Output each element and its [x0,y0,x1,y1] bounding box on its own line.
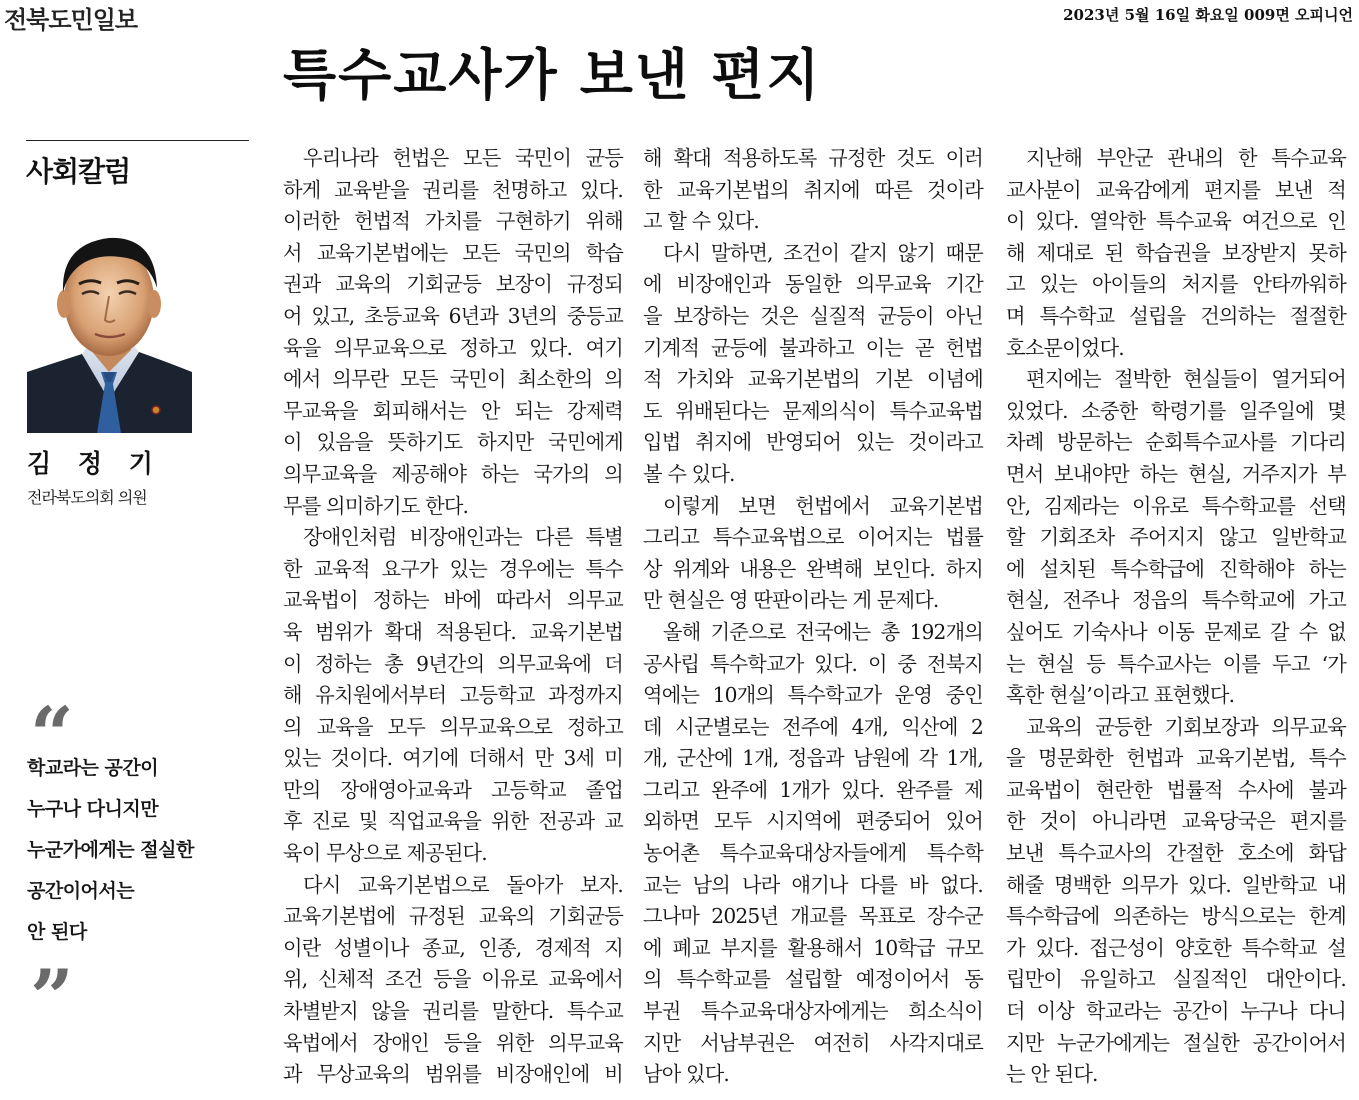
article-text-line: 있었다. 소중한 학령기를 일주일에 몇 [1006,398,1346,423]
article-text-line: 육법에서 장애인 등을 위한 의무교육 [283,1030,623,1055]
article-text-line: 는 안 된다. [1006,1062,1098,1087]
article-text-line: 육 범위가 확대 적용된다. 교육기본법 [283,619,623,644]
article-text-line: 위, 신체적 조건 등을 이유로 교육에서 [283,967,623,992]
article-text-line: 의 특수학교를 설립할 예정이어서 동 [643,967,983,992]
article-text-line: 상 위계와 내용은 완벽해 보인다. 하지 [643,556,983,581]
article-text-line: 편지에는 절박한 현실들이 열거되어 [1026,367,1346,392]
section-label: 사회칼럼 [26,155,131,188]
article-text-line: 고 있는 아이들의 처지를 안타까워하 [1006,272,1346,297]
article-text-line: 육을 의무교육으로 정하고 있다. 여기 [283,335,623,360]
article-text-line: 다시 말하면, 조건이 같지 않기 때문 [663,240,983,265]
pullquote-line: 누군가에게는 절실한 [27,839,194,861]
article-text-line: 우리나라 헌법은 모든 국민이 균등 [303,146,623,170]
article-text-line: 있는 것이다. 여기에 더해서 만 3세 미 [283,746,623,771]
open-quote-icon: “ [30,690,68,779]
article-text-line: 한 교육기본법의 취지에 따른 것이라 [643,177,983,202]
article-text-line: 무교육을 회피해서는 안 되는 강제력 [283,398,623,423]
article-text-line: 는 현실 등 특수교사는 이를 두고 ‘가 [1006,651,1346,676]
article-text-line: 부권 특수교육대상자에게는 희소식이 [643,999,983,1024]
article-text-line: 개, 군산에 1개, 정읍과 남원에 각 1개, [643,746,983,771]
article-text-line: 싶어도 기숙사나 이동 문제로 갈 수 없 [1006,619,1346,644]
article-text-line: 해 확대 적용하도록 규정한 것도 이러 [643,146,983,170]
article-text-line: 고 할 수 있다. [643,209,759,234]
article-text-line: 해 유치원에서부터 고등학교 과정까지 [283,683,623,708]
newspaper-masthead: 전북도민일보 [4,6,138,34]
article-text-line: 올해 기준으로 전국에는 총 192개의 [663,619,983,644]
pullquote-line: 누구나 다니지만 [27,798,159,820]
article-text-line: 교육의 균등한 기회보장과 의무교육 [1026,714,1346,739]
article-text-line: 의무교육을 제공해야 하는 국가의 의 [283,461,623,486]
article-text-line: 다시 교육기본법으로 돌아가 보자. [303,872,623,897]
pullquote [27,748,257,953]
article-text-line: 기계적 균등에 불과하고 이는 곧 헌법 [643,335,983,360]
article-text-line: 면서 보내야만 하는 현실, 거주지가 부 [1006,461,1346,486]
article-text-line: 해 제대로 된 학습권을 보장받지 못하 [1006,240,1346,265]
article-text-line: 교는 남의 나라 얘기나 다를 바 없다. [643,872,983,897]
article-text-line: 해줄 명백한 의무가 있다. 일반학교 내 [1006,872,1346,897]
article-text-line: 이 있음을 뜻하기도 하지만 국민에게 [283,430,623,455]
article-text-line: 한 교육적 요구가 있는 경우에는 특수 [283,556,623,581]
article-text-line: 교육법이 현란한 법률적 수사에 불과 [1006,777,1346,802]
article-text-line: 하게 교육받을 권리를 천명하고 있다. [283,177,623,202]
article-text-line: 이 있다. 열악한 특수교육 여건으로 인 [1006,209,1346,234]
article-column-2 [643,143,983,1091]
article-text-line: 립만이 유일하고 실질적인 대안이다. [1006,967,1346,992]
article-text-line: 장애인처럼 비장애인과는 다른 특별 [303,525,623,550]
dateline: 2023년 5월 16일 화요일 009면 오피니언 [1063,6,1353,24]
article-text-line: 호소문이었다. [1006,335,1124,360]
article-text-line: 교육기본법에 규정된 교육의 기회균등 [283,904,623,929]
article-text-line: 더 이상 학교라는 공간이 누구나 다니 [1006,999,1346,1024]
sidebar-divider [26,140,249,141]
article-text-line: 만 현실은 영 딴판이라는 게 문제다. [643,588,939,613]
article-text-line: 그리고 특수교육법으로 이어지는 법률 [643,525,983,550]
author-title: 전라북도의회 의원 [27,488,147,507]
article-text-line: 며 특수학교 설립을 건의하는 절절한 [1006,303,1346,328]
article-text-line: 남아 있다. [643,1062,730,1087]
article-text-line: 을 보장하는 것은 실질적 균등이 아닌 [643,303,983,328]
article-text-line: 역에는 10개의 특수학교가 운영 중인 [643,683,983,708]
article-text-line: 이렇게 보면 헌법에서 교육기본법 [663,493,983,518]
article-text-line: 지난해 부안군 관내의 한 특수교육 [1026,146,1346,170]
article-text-line: 지만 누군가에게는 절실한 공간이어서 [1006,1030,1346,1055]
article-text-line: 의 교육을 모두 의무교육으로 정하고 [283,714,623,739]
author-portrait-icon [27,222,192,433]
article-text-line: 적 가치와 교육기본법의 기본 이념에 [643,367,983,392]
article-text-line: 후 진로 및 직업교육을 위한 전공과 교 [283,809,623,834]
article-text-line: 차례 방문하는 순회특수교사를 기다리 [1006,430,1346,455]
pullquote-line: 학교라는 공간이 [27,757,159,779]
article-text-line: 지만 서남부권은 여전히 사각지대로 [643,1030,983,1055]
article-text-line: 교사분이 교육감에게 편지를 보낸 적 [1006,177,1346,202]
article-text-line: 농어촌 특수교육대상자들에게 특수학 [643,841,983,866]
article-text-line: 특수학급에 의존하는 방식으로는 한계 [1006,904,1346,929]
article-text-line: 이러한 헌법적 가치를 구현하기 위해 [283,209,623,234]
article-text-line: 서 교육기본법에는 모든 국민의 학습 [283,240,623,265]
article-text-line: 외하면 모두 시지역에 편중되어 있어 [643,809,983,834]
article-headline: 특수교사가 보낸 편지 [283,43,822,107]
article-text-line: 에 설치된 특수학급에 진학해야 하는 [1006,556,1346,581]
article-text-line: 에 비장애인과 동일한 의무교육 기간 [643,272,983,297]
article-text-line: 을 명문화한 헌법과 교육기본법, 특수 [1006,746,1346,771]
article-text-line: 한 것이 아니라면 교육당국은 편지를 [1006,809,1346,834]
article-text-line: 교육법이 정하는 바에 따라서 의무교 [283,588,623,613]
close-quote-icon: ” [30,953,68,1042]
article-text-line: 안, 김제라는 이유로 특수학교를 선택 [1006,493,1346,518]
article-column-3 [1006,143,1346,1091]
article-text-line: 혹한 현실’이라고 표현했다. [1006,683,1235,708]
article-text-line: 할 기회조차 주어지지 않고 일반학교 [1006,525,1346,550]
article-text-line: 공사립 특수학교가 있다. 이 중 전북지 [643,651,983,676]
article-text-line: 그리고 완주에 1개가 있다. 완주를 제 [643,777,983,802]
pullquote-line: 공간이어서는 [27,880,135,902]
article-text-line: 육이 무상으로 제공된다. [283,841,487,866]
article-text-line: 가 있다. 접근성이 양호한 특수학교 설 [1006,935,1346,960]
article-text-line: 에서 의무란 모든 국민이 최소한의 의 [283,367,623,392]
article-text-line: 차별받지 않을 권리를 말한다. 특수교 [283,999,623,1024]
article-text-line: 이 정하는 총 9년간의 의무교육에 더 [283,651,623,676]
article-text-line: 데 시군별로는 전주에 4개, 익산에 2 [643,714,983,739]
article-text-line: 과 무상교육의 범위를 비장애인에 비 [283,1062,623,1087]
article-text-line: 에 폐교 부지를 활용해서 10학급 규모 [643,935,983,960]
article-text-line: 이란 성별이나 종교, 인종, 경제적 지 [283,935,623,960]
article-text-line: 입법 취지에 반영되어 있는 것이라고 [643,430,983,455]
pullquote-line: 안 된다 [27,921,87,943]
article-column-1 [283,143,623,1091]
article-text-line: 만의 장애영아교육과 고등학교 졸업 [283,777,623,802]
article-text-line: 도 위배된다는 문제의식이 특수교육법 [643,398,983,423]
article-text-line: 현실, 전주나 정읍의 특수학교에 가고 [1006,588,1346,613]
article-text-line: 볼 수 있다. [643,461,735,486]
article-text-line: 어 있고, 초등교육 6년과 3년의 중등교 [283,303,623,328]
author-name: 김 정 기 [27,449,162,478]
article-text-line: 권과 교육의 기회균등 보장이 규정되 [283,272,623,297]
article-text-line: 무를 의미하기도 한다. [283,493,469,518]
article-text-line: 보낸 특수교사의 간절한 호소에 화답 [1006,841,1346,866]
article-text-line: 그나마 2025년 개교를 목표로 장수군 [643,904,983,929]
